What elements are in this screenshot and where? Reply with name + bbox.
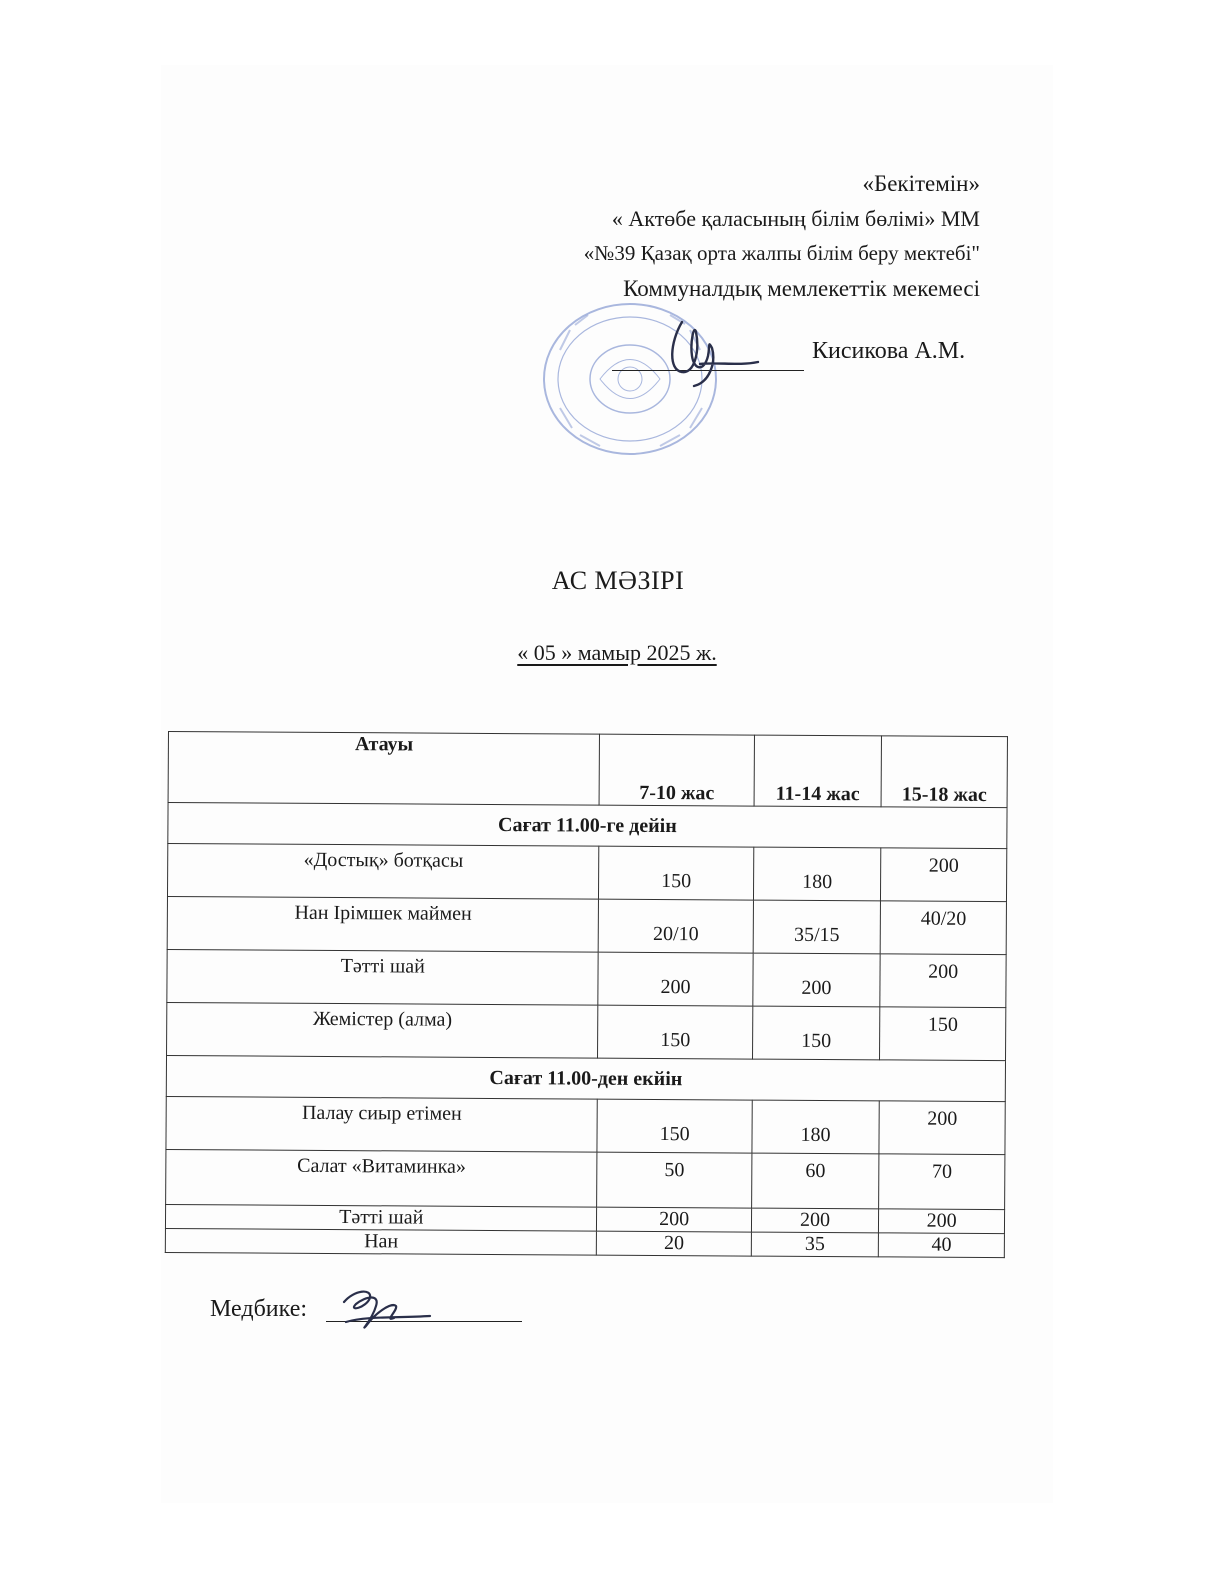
item-name: Жемістер (алма) (167, 1002, 599, 1058)
table-row (167, 1002, 1006, 1060)
table-row (166, 1096, 1005, 1154)
item-value-7-10: 20 (597, 1231, 751, 1256)
item-value-7-10: 200 (598, 952, 753, 1006)
item-name: Палау сиыр етімен (166, 1096, 598, 1152)
approval-department: « Актөбе қаласының білім бөлімі» ММ (611, 206, 980, 231)
item-value-7-10: 150 (597, 1099, 752, 1153)
item-value-15-18: 70 (879, 1154, 1005, 1210)
item-value-15-18: 40 (879, 1233, 1005, 1258)
section-row (166, 1055, 1005, 1101)
item-name: Салат «Витаминка» (166, 1149, 598, 1207)
header-name: Атауы (168, 732, 600, 806)
document-date (0, 640, 1224, 666)
item-value-15-18: 40/20 (880, 901, 1006, 955)
section-label: Сағат 11.00-ден екйін (166, 1055, 1005, 1101)
section-row (168, 803, 1007, 849)
item-name: Нан (165, 1228, 597, 1255)
item-name: Тәтті шай (167, 949, 599, 1005)
table-row (167, 949, 1006, 1007)
nurse-signature-row (210, 1296, 307, 1323)
director-signature-icon (660, 312, 760, 390)
item-value-11-14: 180 (753, 847, 881, 901)
item-value-11-14: 200 (753, 953, 881, 1007)
item-value-11-14: 200 (751, 1208, 879, 1233)
item-value-15-18: 150 (880, 1007, 1006, 1061)
item-name: Тәтті шай (165, 1204, 597, 1231)
table-row (165, 1228, 1004, 1257)
item-value-7-10: 20/10 (599, 899, 754, 953)
item-name: «Достық» ботқасы (167, 844, 599, 900)
item-name: Нан Ірімшек маймен (167, 896, 599, 952)
header-age-15-18: 15-18 жас (881, 736, 1007, 808)
table-row (167, 896, 1006, 954)
item-value-11-14: 150 (752, 1006, 880, 1060)
item-value-15-18: 200 (879, 1209, 1005, 1234)
approval-school: «№39 Қазақ орта жалпы білім беру мектебі" (583, 241, 980, 265)
table-row (167, 844, 1006, 902)
item-value-15-18: 200 (879, 1101, 1005, 1155)
nurse-label: Медбике: (210, 1296, 308, 1322)
nurse-signature-icon (336, 1282, 432, 1338)
table-row (166, 1149, 1005, 1209)
item-value-11-14: 60 (751, 1153, 879, 1209)
item-value-7-10: 150 (599, 846, 754, 900)
header-age-11-14: 11-14 жас (754, 735, 882, 807)
menu-table (165, 731, 1008, 1258)
item-value-7-10: 200 (597, 1207, 751, 1232)
header-age-7-10: 7-10 жас (600, 734, 755, 806)
approval-block (584, 166, 980, 306)
item-value-11-14: 35 (751, 1232, 879, 1257)
item-value-15-18: 200 (881, 848, 1007, 902)
approval-heading: «Бекітемін» (862, 171, 980, 196)
item-value-15-18: 200 (880, 954, 1006, 1008)
signer-name: Кисикова А.М. (812, 338, 966, 364)
item-value-7-10: 50 (597, 1152, 752, 1208)
approval-institution: Коммуналдық мемлекеттік мекемесі (623, 276, 980, 301)
table-header-row (168, 732, 1007, 808)
date-text: « 05 » мамыр 2025 ж. (517, 640, 717, 665)
item-value-11-14: 180 (752, 1100, 880, 1154)
item-value-7-10: 150 (598, 1005, 753, 1059)
item-value-11-14: 35/15 (753, 900, 881, 954)
page-title: АС МӘЗІРІ (551, 566, 685, 595)
section-label: Сағат 11.00-ге дейін (168, 803, 1007, 849)
